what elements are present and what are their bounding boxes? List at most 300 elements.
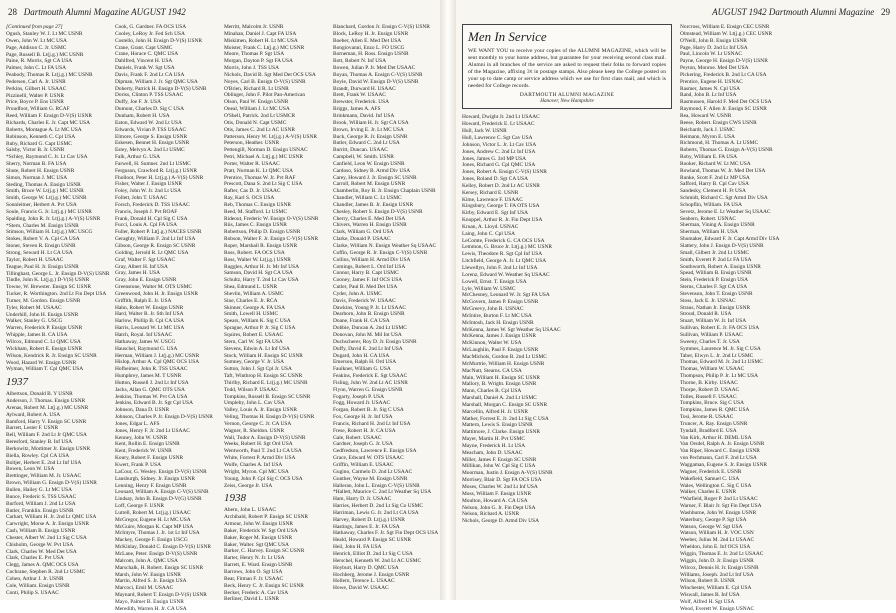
service-entry: Perkins, Gilbert H. USAAC <box>6 85 67 92</box>
service-entry: Underhill, John H. Ensign USNR <box>6 311 79 318</box>
service-entry: Jones, James G. 3rd MP USA <box>462 155 527 162</box>
service-entry: Becker, Frederic A. Cav USA <box>224 589 289 596</box>
service-entry: Main, William H. Ensign SC USNR <box>462 374 541 381</box>
service-entry: Kruan, A. Lloyd. USNAC <box>462 223 519 230</box>
service-entry: Stern, Carl W. Sgt FA USA <box>224 338 283 345</box>
service-entry: Borneman, H. Ross. Ensign USNR <box>333 51 409 58</box>
service-entry: Lutrell, Robert M. Lt(j.g.) USAAC <box>115 509 191 516</box>
service-entry: Sumney, George V. Jr. USA <box>224 359 284 366</box>
service-entry: Morrisey, Blair D. Sgt FA OCS USA <box>462 477 542 484</box>
service-entry: McGuire, Morgan K. Capt MP USA <box>115 523 194 530</box>
service-entry: Mattern, Lewis S. Ensign USNR <box>462 422 533 429</box>
service-entry: Morris, John J. TSS USA <box>224 65 280 72</box>
continued-note: [Continued from page 27] <box>6 24 63 30</box>
service-entry: Maynard, Robert T. Ensign D-V(S) USNR <box>115 592 207 599</box>
service-entry: Hofheimer, John R. TSS USAAC <box>115 366 188 373</box>
service-entry: Bowen, Leon W. USA <box>6 466 55 473</box>
service-entry: Sherman, William H. USA <box>680 229 738 236</box>
service-entry: Jones, Henry F. Jr. 2nd Lt USAAC <box>115 427 190 434</box>
service-entry: Laing, John C. Cpl USA <box>462 230 516 237</box>
service-entry: Hatch, Royal. Inf USAAC <box>115 331 173 338</box>
service-entry: Gardner, Joseph G. Jr. USA <box>333 441 393 448</box>
service-entry: Fogg, Howard Jr. USAAC <box>333 400 391 407</box>
service-entry: Roberts, Montague A. Lt MC USA <box>6 126 82 133</box>
service-entry: Young, John P. Cpl Sig C OCS USA <box>224 475 303 482</box>
service-entry: Stock, William H. Ensign SC USNR <box>224 352 303 359</box>
service-entry: Tompkins, James R. QMC USA <box>680 407 750 414</box>
service-entry: McIntosh, Jack H. Ensign USNR <box>462 319 534 326</box>
service-entry: Grace, Edward W. OTS USAAC <box>333 455 404 462</box>
service-entry: Dearborn, John B. Ensign USNR <box>333 311 405 318</box>
service-entry: Carwright, Morse A. Jr. Ensign USNR <box>6 521 89 528</box>
service-entry: Rowland, Thomas W. Jr. Med Det USA <box>680 167 766 174</box>
service-entry: Schultz, Harry T. 2nd Lt Cav USA <box>224 277 299 284</box>
service-entry: McLaughlin, Paul F. Ensign USNR <box>462 347 539 354</box>
service-entry: Marshall, Daniel A. 2nd Lt USMC <box>462 395 537 402</box>
service-entry: Stroud, Donald R. USA <box>680 311 732 318</box>
service-entry: Daniels, Frank W. Sgt USA <box>115 65 175 72</box>
service-entry: Hislop, Arthur A. Cpl QMC OCS USA <box>115 359 200 366</box>
page-gutter <box>440 0 456 600</box>
service-entry: Wentworth, Paul T. 2nd Lt CA USA <box>224 448 302 455</box>
service-entry: Hahn, Robert W. Ensign USNR <box>115 304 184 311</box>
service-entry: Elmore, George S. Ensign USNR <box>115 133 188 140</box>
service-entry: Greenwood, John H. Jr. Ensign USNR <box>115 290 198 297</box>
service-entry: Raymond, F. Allen Jr. Ensign SC USNR <box>680 106 767 113</box>
service-entry: Blanchard, Gordon Jr. Ensign C-V(S) USNR <box>333 24 430 30</box>
service-entry: McMurtrie, William H. Ensign USNR <box>462 360 545 367</box>
service-entry: Faulkner, William G. USA <box>333 366 391 373</box>
service-entry: Ham, Harry D. Jr. USAAC <box>333 496 392 503</box>
service-entry: Thompson, Philip P. Jr. Lt MC USA <box>680 373 759 380</box>
service-entry: Chivers, Warren H. Ensign USNR <box>333 222 407 229</box>
service-entry: McLane, Peter. Ensign D-V(S) USNR <box>115 550 198 557</box>
service-entry: Tyndall, Bradford E. USA <box>680 427 737 434</box>
service-entry: Baker, Roger M. Ensign USNR <box>224 534 293 541</box>
service-entry: Henrich, Elliot D. 2nd Lt Sig C USA <box>333 550 413 557</box>
service-entry: Truncer, A. Ray. Ensign USNR <box>680 420 748 427</box>
service-entry: Chisholm, George W. Pvt USA <box>6 541 74 548</box>
service-entry: MacMichols, Gordon B. 2nd Lt USMC <box>462 353 547 360</box>
class-list-1937-start <box>6 391 107 596</box>
service-entry: Wall, Tudor A. Ensign D-V(S) USNR <box>224 434 306 441</box>
service-entry: Jenkins, Edward B. Jr. Sgt Cpl USA <box>115 400 194 407</box>
service-entry: Smith, Bruce W. Lt(j.g.) MC USNR <box>6 188 84 195</box>
service-entry: Harriman, Lewis G. Jr. 2nd Lt CA USA <box>333 509 419 516</box>
service-entry: Martin, Alfred S. Jr. Ensign USA <box>115 578 187 585</box>
service-entry: Salsby, Victor B. Jr. USNR <box>6 147 65 154</box>
service-entry: Wilcox, Dennis H. Jr. Ensign USNR <box>680 564 759 571</box>
service-entry: Bongiovanni, Enzo L. FO USCG <box>333 44 405 51</box>
service-entry: Gale, Robert. USAAC <box>333 434 382 441</box>
service-entry: Southworth, Robert A. Ensign USNR <box>680 263 761 270</box>
service-entry: Jenkins, Thomas W. Pvt CA USA <box>115 393 188 400</box>
service-entry: Brinkmann, David. Inf USA <box>333 112 395 119</box>
service-entry: Chandler, James B. Jr. Ensign USNR <box>333 201 414 208</box>
service-entry: McIntyre, Thomas J. Jr. 1st Lt Inf USA <box>115 530 200 537</box>
service-entry: Marcellin, Alfred H. Jr. USNR <box>462 408 529 415</box>
service-entry: Wilson, Robert B. USNR <box>680 578 735 585</box>
service-entry: Wolfe, Charles A. Inf USA <box>224 462 283 468</box>
service-entry: Wales, Wellington C. Sig C USA <box>680 482 752 489</box>
service-entry: Payne, George H. Ensign D-V(S) USNR <box>680 58 768 65</box>
service-entry: Cooley, LeRoy Jr. Fed Sch USA <box>115 30 185 37</box>
service-entry: MacNutt, Stearns. CA USA <box>462 367 522 374</box>
service-entry: Nelson, John G. Jr. Fin Dept USA <box>462 504 536 511</box>
service-entry: Kenney, John W. USNR <box>115 434 168 441</box>
service-entry: Lenning, Henry F. Ensign USNR <box>115 482 187 489</box>
service-entry: Zeiss, George Jr. USA <box>224 482 273 489</box>
left-running-title: Dartmouth Alumni Magazine AUGUST 1942 <box>23 7 186 17</box>
service-entry: Proudfoot, William G. RCAF <box>6 106 70 113</box>
service-entry: Symmes, Laurence M. Jr. Sig C USA <box>680 345 761 352</box>
service-entry: Robertson, Philip D. Ensign USNR <box>224 229 301 236</box>
service-entry: Carey, Howard J. Jr. Ensign SC USNR <box>333 174 417 181</box>
service-entry: Clarke, Donald P. USAAC <box>333 236 391 243</box>
service-entry: Cole, William. Ensign USNR <box>6 582 70 589</box>
service-entry: Millikan, John W. Cpl Sig C USA <box>462 463 536 470</box>
right-col-2 <box>680 24 890 612</box>
service-entry: Weeber, Julius M. 2nd Lt USAAC <box>680 537 755 544</box>
service-entry: Herschel, Kenneth W. 2nd Lt AC USMC <box>333 557 422 564</box>
service-entry: Butler, Franklin. Ensign USNR <box>6 507 74 514</box>
service-entry: Coffin, George R. Jr. Ensign C-V(S) USNR <box>333 249 428 256</box>
service-entry: Safford, Harry B. Cpl Cav USA <box>680 181 749 188</box>
service-entry: Moore, Thomas P. Sgt USA <box>224 51 285 58</box>
service-entry: Thirlby, Richard E. Lt(j.g.) MC USNR <box>224 379 308 386</box>
service-entry: Minahan, Daniel J. Capt FA USA <box>224 30 297 37</box>
service-entry: Robinson, Kenneth C. Cpl USA <box>6 133 76 140</box>
service-entry: Wickham, Robert E. Ensign USNR <box>6 345 83 352</box>
service-entry: Pratt, Norman K. Lt QMC USA <box>224 167 294 174</box>
service-entry: Cardoso, Sidney B. Armd Div USA <box>333 167 411 174</box>
left-col-4 <box>333 24 439 596</box>
service-entry: Waterbury, George P. Sgt USA <box>680 516 747 523</box>
service-entry: Hastings, James E. Jr. FA USA <box>333 523 400 530</box>
service-entry: Boyan, Thomas A. Ensign C-V(S) USNR <box>333 71 423 78</box>
service-entry: LaCour, G. Wesley. Ensign D-V(S) USNR <box>115 468 207 475</box>
service-entry: Johnson, Charles P. Jr. Ensign D-V(S) USNR <box>115 414 213 421</box>
service-entry: Jones, Richard G. Cpl QMC USA <box>462 162 536 169</box>
service-entry: Mayne, Frederick H. Lt USA <box>462 442 526 449</box>
service-entry: Reb, Thomas C. Ensign USNR <box>224 201 291 208</box>
service-entry: Wiswall, James B. Inf USA <box>680 592 740 599</box>
service-entry: Marsh, John W. Ensign USNR <box>115 571 181 578</box>
service-entry: Baker, Frederick W. Sgt Ord USA <box>224 527 298 534</box>
service-entry: Jones, Edgar L. AFS <box>115 420 160 427</box>
service-entry: Weeks, Robert H. Sgt Ord USA <box>224 441 293 448</box>
service-entry: Armour, John W. Ensign USNR <box>224 521 293 528</box>
right-col-1 <box>462 24 672 596</box>
service-entry: Mayer, Martin H. Pvt USMC <box>462 436 525 443</box>
service-entry: Schopflin, William. FA USA <box>680 201 743 208</box>
service-entry: Cooney, James F. Inf OCS USA <box>333 277 403 284</box>
service-entry: Runke, Scott F. 2nd Lt MP USA <box>680 174 750 181</box>
service-entry: Turner, M. Gordon. Ensign USNR <box>6 297 81 304</box>
service-entry: Waggaman, Eugene S. Jr. Ensign USNR <box>680 462 768 468</box>
service-entry: Meredith, Warren H. Jr. CA USA <box>115 605 187 612</box>
service-entry: Hull, Lawrence C. Sgt Cav USA <box>462 134 533 141</box>
service-entry: Dumont, Charles D. Sig C USA <box>115 106 185 113</box>
service-entry: Howard, Dwight Jr. 2nd Lt USAAC <box>462 114 540 121</box>
service-entry: Chandler, William C. Lt USMC <box>333 195 402 202</box>
service-entry: Marcoci, Emil M. USAAC <box>115 585 174 592</box>
service-entry: Dawkins, Young P. Jr. Lt USAAC <box>333 304 406 311</box>
service-entry: Winchester, William E. Cpl USA <box>680 585 752 592</box>
service-entry: Tosi, Jerome R. USAAC <box>680 414 734 421</box>
service-entry: Dunham, Robert H. USA <box>115 112 170 119</box>
service-entry: Simon, Norman J. MC USA <box>6 174 68 181</box>
left-col-2 <box>115 24 216 612</box>
service-entry: Taber, Elwyn L. Jr. 2nd Lt USMC <box>680 352 754 359</box>
service-entry: Arenas, Robert M. Lt(j.g.) MC USNR <box>6 404 89 411</box>
service-entry: Estey, Melvyn A. 2nd Lt USMC <box>115 147 185 154</box>
service-entry: Smith, Lowell H. USMC <box>224 311 279 318</box>
service-entry: McKenna, James W. Sgt Weather Sq USAAC <box>462 326 561 333</box>
service-entry: Rasmer, James N. Cpl USA <box>680 85 740 92</box>
service-entry: Mayo, Palmer B. Ensign USNR <box>115 598 184 605</box>
service-entry: Pickering, Frederick B. 2nd Lt CA USA <box>680 71 767 78</box>
service-entry: Forsch, Frederick D. TSS USAAC <box>115 201 190 208</box>
service-entry: Nichols, David B. Sgt Med Det OCS USA <box>224 71 316 78</box>
men-in-service-location: Hanover, New Hampshire <box>540 98 594 105</box>
service-entry: Briggs, James A. AFS <box>333 106 381 113</box>
service-entry: Brown, William G. Ensign D-V(S) USNR <box>6 480 97 487</box>
service-entry: Duchscherer, Roy D. Jr. Ensign USNR <box>333 338 417 345</box>
right-page-number: 29 <box>881 7 890 17</box>
service-entry: Page, Addison C. Jr. USMC <box>6 44 67 51</box>
service-entry: Gedfredson, Lawrence E. Ensign USA <box>333 448 417 455</box>
service-entry: Ross, Robert. FA OCS USA <box>224 249 285 256</box>
service-entry: Slattery, John J. Ensign D-V(S) USNR <box>680 243 764 249</box>
service-entry: Biella, Rowley. Cpl CA USA <box>6 452 70 459</box>
service-entry: Beck, Henry C. Jr. Ensign SC USNR <box>224 582 304 589</box>
service-entry: Palmer, John C. Lt FA USA <box>6 65 67 72</box>
service-entry: Tillinghast, George L. Jr. Ensign D-V(S) USNR <box>6 270 110 277</box>
service-entry: Mather, Forrest E. Jr. 2nd Lt Sig C USA <box>462 415 549 422</box>
service-entry: Reed, M. Stafford. Lt USMC <box>224 208 287 215</box>
service-entry: Dobbie, Duncan A. 2nd Lt USMC <box>333 325 407 332</box>
service-entry: Dugard, John H. CA USA <box>333 352 390 359</box>
service-entry: Costello, John H. Ensign D-V(S) USNR <box>115 37 203 44</box>
service-entry: Fisling, John W. 2nd Lt AC USNR <box>333 379 408 386</box>
service-entry: Boltjer, Herbert E. 2nd Lt Inf USA <box>6 459 82 466</box>
service-entry: Wiggin, Thomas E. Jr. 2nd Lt USAAC <box>680 550 764 557</box>
service-entry: Hauschel, Raymond G. USA <box>115 345 178 352</box>
service-entry: Tyler, Robert M. USAAC <box>6 304 62 311</box>
service-entry: Barrett, Lester F. USNR <box>6 425 59 432</box>
service-entry: Cook, G. Gardner. FA OCS USA <box>115 24 187 30</box>
service-entry: Donovan, John M. Mil Int USA <box>333 331 402 338</box>
left-page-number: 28 <box>8 7 17 17</box>
service-entry: Johnson, Dana D. USNR <box>115 407 170 414</box>
service-entry: Comings, Robert L. Ord Inf USA <box>333 263 406 270</box>
service-entry: Taft, Winthrop H. Ensign SC USNR <box>224 373 303 380</box>
service-entry: Kwert, Frank P. USA <box>115 462 161 468</box>
service-entry: Carhart, William H. Jr. 2nd Lt QMC USA <box>6 514 97 521</box>
service-entry: Doherty, Patrick H. Ensign D-V(S) USNR <box>115 85 207 92</box>
service-entry: Bowen, Julian P. Jr. Med Det USAAC <box>333 65 416 72</box>
service-entry: Chesley, Robert S. Ensign D-V(S) USNR <box>333 208 423 215</box>
service-entry: Albertson, Donald B. Y USNR <box>6 391 73 398</box>
left-running-head <box>8 7 186 17</box>
service-entry: Francis, Joseph J. Pvt ROAF <box>115 208 178 215</box>
service-entry: McKinnon, Walter W. USA <box>462 340 522 347</box>
service-entry: Kent, Frederick W. USNR <box>115 448 172 455</box>
service-entry: Archibald, Robert P. Ensign SC USNR <box>224 514 309 521</box>
service-entry: Kent, Rollin E. Ensign USNR <box>115 441 180 448</box>
service-entry: Foley, John W. Jr. 2nd Lt USA <box>115 188 181 195</box>
service-entry: Washburne, John W. Ensign USNR <box>680 509 757 516</box>
service-entry: Clark, Charles W. Med Det USA <box>6 548 77 555</box>
service-entry: Moulton, Howard A. CA USA <box>462 497 528 504</box>
service-entry: Doriss, Clinton P. TSS USAAC <box>115 92 184 99</box>
service-entry: Spalding, John R. Jr. Lt(j.g.) A-V(S) USNR <box>6 215 101 222</box>
service-entry: Stein, Frederick P. Ensign USA <box>680 277 748 284</box>
service-entry: Walker, Charles E. USNR <box>680 489 737 496</box>
service-entry: Mann, Charles R. Cpl USA <box>462 388 522 395</box>
service-entry: Llewellyn, John F. 2nd Lt Inf USA <box>462 265 538 271</box>
service-entry: Squires, Robert E. USAAC <box>224 331 284 338</box>
service-entry: Barrett, E. Ward. Ensign USNR <box>224 562 293 569</box>
service-entry: Van Riper, Howard C. Ensign USNR <box>680 448 760 455</box>
service-entry: Noyes, Carl B. Ensign O-V(S) USNR <box>224 78 306 85</box>
class-list-1936-end <box>6 31 110 373</box>
service-entry: Harries, Herbert D. 2nd Lt Sig Co USMC <box>333 503 423 510</box>
service-entry: Tindle, John K. Lt(j.g.) D-V(S) USNR <box>6 277 90 284</box>
service-entry: Lindsay, John B. Ensign D-V(G) USNR <box>115 496 202 503</box>
service-entry: Griffith, Ralph E. Jr. USA <box>115 297 172 304</box>
service-entry: Brett, Frank W. USAAC <box>333 92 386 99</box>
service-entry: Williams, Joseph. 2nd Lt Inf USA <box>680 571 754 578</box>
service-entry: Brettinger, William M. Jr. USAAC <box>6 473 82 480</box>
men-in-service-title: Men In Service <box>468 29 547 44</box>
class-list-1937-middle <box>115 24 216 613</box>
service-entry: Pedersen, Carl A. Jr. USNR <box>6 78 66 85</box>
service-entry: Price, Boyce P. Ens USNR <box>6 99 64 106</box>
service-entry: Eskesen, Bennet H. Ensign USNR <box>115 140 190 147</box>
service-entry: Barker, C. Harvey. Ensign SC USNR <box>224 548 305 555</box>
service-entry: Van Kirk, Arthur H. DEML USA <box>680 434 752 441</box>
service-entry: Farwell, H. Sumner. 2nd Lt USMC <box>115 160 191 167</box>
service-entry: Owen, John W. Lt MC USA <box>6 37 67 44</box>
service-entry: Koury, Robert F. Ensign USNR <box>115 455 184 462</box>
service-entry: Morgan, Dayton P. Sgt FA USA <box>224 58 293 65</box>
service-entry: Chamberlin, Roy B. Jr. Ensign Chaplain USNR <box>333 188 436 195</box>
service-entry: Burritt, Duncan. USAAC <box>333 147 388 154</box>
service-entry: Cherry, Charles E. Med Det USA <box>333 215 406 222</box>
service-entry: Towne, W. Brewster. Ensign SC USNR <box>6 284 91 291</box>
service-entry: Stevenson, John T. Ensign USNR <box>680 290 753 297</box>
service-entry: Prescott, Dana S. 2nd Lt Sig C USA <box>224 181 303 188</box>
service-entry: Forgan, Robert B. Jr. Sig C USA <box>333 407 404 414</box>
service-entry: Ferguson, Crawford R. Lt(j.g.) USNR <box>115 167 197 174</box>
men-in-service-signature: DARTMOUTH ALUMNI MAGAZINE <box>519 92 615 99</box>
service-entry: Otis, James C. 2nd Lt AC USNR <box>224 126 295 133</box>
service-entry: LeComte, Frederick G. CA OCS USA <box>462 237 545 244</box>
service-entry: Fucci, Louis A. Cpl FA USA <box>115 222 178 229</box>
service-entry: Spears, William K. Sig C USA <box>224 318 291 325</box>
service-entry: McChesney, Leonard W. Jr. Sgt FA USA <box>462 292 550 299</box>
service-entry: Lowell, Ernst. T. Ensign USA <box>462 278 527 285</box>
service-entry: Berliner, David L. USNR <box>224 596 280 603</box>
service-entry: Pettengill, Norman D. Ensign USNAC <box>224 147 308 154</box>
service-entry: Sonnleitner, Herbert A. Pvt USA <box>6 202 77 209</box>
service-entry: Buck, George R. Jr. Ensign USNR <box>333 133 408 140</box>
right-running-title: AUGUST 1942 Dartmouth Alumni Magazine <box>712 7 875 17</box>
service-entry: Steding, Thomas A. Ensign USNR <box>6 181 81 188</box>
service-entry: Wilcox, Edmund C. Lt QMC USA <box>6 338 81 345</box>
service-entry: Clark, William G. Ord USA <box>333 229 394 236</box>
service-entry: Otis, Donald N. Capt USMC <box>224 119 287 126</box>
service-entry: Follett, John T. USAAC <box>115 195 168 202</box>
service-entry: Wood, Everett W. Ensign USNAC <box>680 605 755 612</box>
service-entry: Sandesky, Clement H. Ft USA <box>680 188 746 195</box>
service-entry: Hutton, Russell J. 2nd Lt Inf USA <box>115 379 189 386</box>
service-entry: Johnson, Victor L. Jr. Lt Cav USA <box>462 141 537 148</box>
service-entry: Thomas, Edward M. Jr. 2nd Lt USMC <box>680 359 763 366</box>
service-entry: Abern, John L. USAAC <box>224 507 276 514</box>
service-entry: Marschalk, H. Robert. Ensign SC USNR <box>115 564 204 571</box>
service-entry: Malcom, John A. QMC USA <box>115 557 178 564</box>
service-entry: Fisher, Walter J. Ensign USNR <box>115 181 182 188</box>
service-entry: Knoppel, Arthur R. Jr. Fin Dept USA <box>462 217 543 224</box>
service-entry: Moorman, Justin J. Ensign A-V(S) USNR <box>462 470 553 477</box>
service-entry: Rafter, Cas D. Jr. USAAC <box>224 188 281 195</box>
service-entry: Sine, Charles E. Jr. RCA <box>224 297 278 304</box>
service-entry: Anderson, J. Thomas. Ensign USNR <box>6 398 86 405</box>
service-entry: Shumaker, Edward F. Jr. Capt Armd Div USA <box>680 236 780 243</box>
service-entry: Sutton, John J. Sgt Cpl Jr. USA <box>224 366 292 373</box>
service-entry: Kelley, Robert D. 2nd Lt AC USNR <box>462 182 540 189</box>
service-entry: Roper, Marshall R. Ensign USNR <box>224 243 298 249</box>
service-entry: Meacham, John D. USAAC <box>462 449 523 456</box>
service-entry: Brewster, Frederick. USA <box>333 99 390 106</box>
service-entry: Barter, Henry N. Jr. Lt USA <box>224 555 285 562</box>
service-entry: Gray, John E. Ensign USNR <box>115 277 177 284</box>
service-entry: Wheldon, John E. Inf OCS USA <box>680 544 751 551</box>
service-entry: Heald, Howard P. Ensign SC USNR <box>333 537 412 544</box>
service-entry: Gugino, Carmelo D. 2nd Lt USAAC <box>333 468 413 475</box>
service-entry: Paul, Lincoln W. Lt USNAC <box>680 51 742 58</box>
service-entry: Van Orsdel, Ralph A. Jr. Ensign USNR <box>680 441 765 448</box>
service-entry: Kersey, Richard E. USNR <box>462 189 519 196</box>
service-entry: Oblinger, John F. Pilot Pan-American <box>224 92 306 99</box>
service-entry: Skinner, George A. FA USA <box>224 304 285 311</box>
service-entry: Dahlfred, Vincent H. USA <box>115 58 173 65</box>
service-entry: Warren, Frederick P. Ensign USNR <box>6 325 83 332</box>
service-entry: Tompkins, Russell B. Ensign SC USNR <box>224 393 311 400</box>
service-entry: Page, Russell B. Lt(j.g.) MC USNR <box>6 51 84 58</box>
service-entry: Hard, Walter R. Jr. Sth Inf USA <box>115 311 184 318</box>
service-entry: Peabody, Thomas R. Lt(j.g.) MC USNR <box>6 72 93 79</box>
service-entry: Carroll, Robert M. Ensign USNR <box>333 181 406 188</box>
service-entry: Loff, George F. USNR <box>115 503 164 510</box>
service-entry: Crane, Horace C. QMC USA <box>115 51 179 58</box>
service-entry: Aylward, Robert A. USA <box>6 411 61 418</box>
left-columns <box>6 24 439 612</box>
service-entry: Tompkins, Bruce. Sig C USA <box>680 400 745 407</box>
service-entry: Harvey, Robert D. Lt(j.g.) USNR <box>333 516 405 523</box>
service-entry: Bullen, Hailey G. Lt MC USA <box>6 487 73 493</box>
service-entry: Duffy, Joe F. Jr. USA <box>115 99 161 106</box>
service-entry: *Schley, Raymond C. Jr. Lt Cav USA <box>6 154 88 161</box>
service-entry: Brown, Irving E. Jr. Lt MC USA <box>333 126 404 133</box>
service-entry: Hathaway, Charles F. Jr. Sgt Fin Dept OCS USA <box>333 530 439 537</box>
service-entry: Norcross, William E. Ensign CEC USNR <box>680 24 770 30</box>
service-entry: Stoner, Steven R. Ensign USNR <box>6 243 76 250</box>
service-entry: Robson, Walter F. Jr. Ensign C-V(S) USNR <box>224 236 319 243</box>
